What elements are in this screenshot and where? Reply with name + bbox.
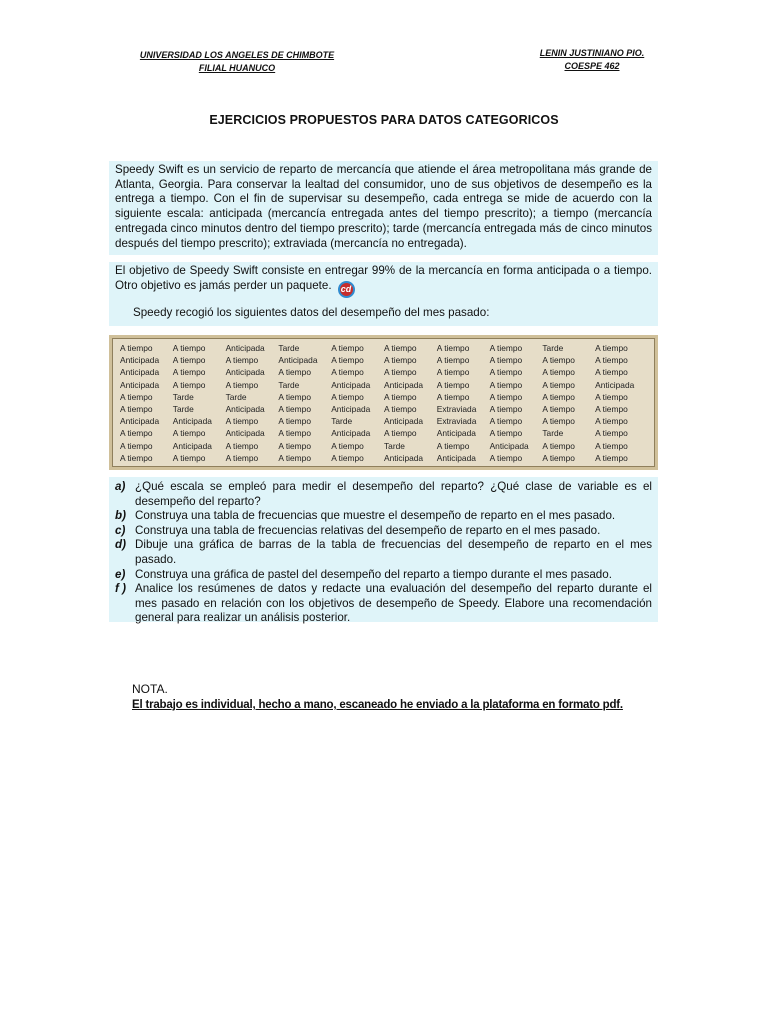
table-cell: Tarde xyxy=(278,379,300,390)
table-cell: A tiempo xyxy=(595,343,628,353)
table-cell: A tiempo xyxy=(595,452,628,463)
table-cell: A tiempo xyxy=(595,416,628,427)
table-row xyxy=(120,379,648,391)
table-cell: A tiempo xyxy=(278,428,311,439)
table-cell: A tiempo xyxy=(595,428,628,439)
table-cell: A tiempo xyxy=(383,404,417,415)
table-cell: Anticipada xyxy=(383,379,424,390)
table-cell: Extraviada xyxy=(436,416,477,427)
objective-text: El objetivo de Speedy Swift consiste en entregar 99% de la mercancía en forma anticipada o a tiempo. Otro objetivo es jamás perder un paquete. xyxy=(115,264,652,292)
questions-box xyxy=(109,477,658,625)
table-cell: Tarde xyxy=(172,391,194,402)
question-text: Construya una tabla de frecuencias relativas del desempeño de reparto en el mes pasado. xyxy=(135,523,601,537)
table-cell: A tiempo xyxy=(436,379,470,390)
table-cell: A tiempo xyxy=(383,428,417,439)
question-label: e) xyxy=(115,567,126,581)
table-cell: Anticipada xyxy=(383,452,424,463)
table-cell: A tiempo xyxy=(489,367,523,378)
table-cell: Tarde xyxy=(278,343,300,353)
question-text: Dibuje una gráfica de barras de la tabla de frecuencias del desempeño de reparto en el mes pasado. xyxy=(135,538,652,566)
table-cell: A tiempo xyxy=(542,440,575,451)
table-cell: A tiempo xyxy=(436,343,470,353)
author-code: COESPE 462 xyxy=(564,61,620,71)
table-cell: A tiempo xyxy=(278,452,311,463)
table-cell: Extraviada xyxy=(436,404,477,415)
table-cell: A tiempo xyxy=(542,355,575,366)
note-text: El trabajo es individual, hecho a mano, escaneado he enviado a la plataforma en formato pdf. xyxy=(132,699,623,711)
branch-name: FILIAL HUANUCO xyxy=(198,63,276,73)
table-cell: A tiempo xyxy=(489,428,523,439)
table-row xyxy=(120,427,648,439)
table-cell: Anticipada xyxy=(172,440,212,451)
question-item xyxy=(115,509,652,524)
author-name: LENIN JUSTINIANO PIO. xyxy=(539,48,645,58)
table-cell: Anticipada xyxy=(172,416,212,427)
table-cell: A tiempo xyxy=(172,343,206,353)
table-cell: A tiempo xyxy=(489,404,523,415)
table-cell: A tiempo xyxy=(542,452,575,463)
table-cell: A tiempo xyxy=(172,428,206,439)
table-cell: A tiempo xyxy=(595,391,628,402)
table-cell: Tarde xyxy=(383,440,405,451)
university-header xyxy=(130,49,344,75)
table-cell: A tiempo xyxy=(278,391,311,402)
table-cell: A tiempo xyxy=(225,440,259,451)
table-cell: A tiempo xyxy=(172,452,206,463)
table-cell: A tiempo xyxy=(331,440,364,451)
table-cell: Anticipada xyxy=(278,355,318,366)
table-cell: A tiempo xyxy=(225,355,259,366)
table-cell: A tiempo xyxy=(278,440,311,451)
objective-paragraph xyxy=(115,264,652,298)
data-intro: Speedy recogió los siguientes datos del desempeño del mes pasado: xyxy=(133,305,490,319)
question-label: f ) xyxy=(115,582,126,596)
question-text: Analice los resúmenes de datos y redacte una evaluación del desempeño del reparto durante el mes pasado en relación con los objetivos de desempeño de Speedy. Elabore una recomendación general para realizar un análisis posterior. xyxy=(135,582,652,625)
question-item xyxy=(115,524,652,539)
table-cell: A tiempo xyxy=(595,367,628,378)
table-cell: A tiempo xyxy=(542,391,575,402)
table-cell: Anticipada xyxy=(436,452,476,463)
author-header xyxy=(518,47,666,73)
question-label: a) xyxy=(115,480,126,493)
table-cell: A tiempo xyxy=(331,355,364,366)
question-item xyxy=(115,582,652,626)
question-item xyxy=(115,538,652,567)
table-cell: A tiempo xyxy=(595,404,628,415)
question-label: c) xyxy=(115,523,126,537)
table-cell: A tiempo xyxy=(120,440,153,451)
table-row xyxy=(120,342,648,354)
table-cell: A tiempo xyxy=(489,391,523,402)
table-row xyxy=(120,440,648,452)
table-cell: A tiempo xyxy=(225,379,259,390)
question-label: b) xyxy=(115,509,126,523)
page-title: EJERCICIOS PROPUESTOS PARA DATOS CATEGORICOS xyxy=(209,113,559,127)
table-cell: A tiempo xyxy=(489,355,523,366)
table-cell: A tiempo xyxy=(120,404,153,415)
table-cell: Anticipada xyxy=(120,379,160,390)
table-cell: A tiempo xyxy=(489,379,523,390)
table-cell: A tiempo xyxy=(489,452,523,463)
table-cell: A tiempo xyxy=(120,428,153,439)
table-cell: Anticipada xyxy=(225,367,265,378)
table-cell: Tarde xyxy=(172,404,194,415)
table-cell: Anticipada xyxy=(331,379,371,390)
table-row xyxy=(120,366,648,378)
table-cell: A tiempo xyxy=(595,355,628,366)
table-cell: A tiempo xyxy=(120,343,153,353)
table-cell: A tiempo xyxy=(489,343,523,353)
table-cell: A tiempo xyxy=(436,440,470,451)
question-label: d) xyxy=(115,538,126,552)
table-cell: A tiempo xyxy=(172,367,206,378)
table-cell: A tiempo xyxy=(595,440,628,451)
table-cell: Anticipada xyxy=(225,404,265,415)
table-cell: Anticipada xyxy=(331,404,371,415)
table-cell: Anticipada xyxy=(120,416,160,427)
table-cell: A tiempo xyxy=(383,343,417,353)
cd-icon: cd xyxy=(338,281,355,298)
table-cell: A tiempo xyxy=(489,416,523,427)
table-row xyxy=(120,415,648,427)
table-cell: Anticipada xyxy=(331,428,371,439)
question-text: ¿Qué escala se empleó para medir el desempeño del reparto? ¿Qué clase de variable es el desempeño del reparto? xyxy=(135,480,652,508)
table-cell: A tiempo xyxy=(331,452,364,463)
intro-paragraph: Speedy Swift es un servicio de reparto de mercancía que atiende el área metropolitana más grande de Atlanta, Georgia. Para conservar la lealtad del consumidor, uno de sus objetivos de desempeño es la entrega a tiempo. Con el fin de supervisar su desempeño, cada entrega se mide de acuerdo con la siguiente escala: anticipada (mercancía entregada antes del tiempo prescrito); a tiempo (mercancía entregada cinco minutos dentro del tiempo prescrito); tarde (mercancía entregada más de cinco minutos después del tiempo prescrito); extraviada (mercancía no entregada). xyxy=(115,163,652,250)
table-row xyxy=(120,452,648,464)
table-cell: Anticipada xyxy=(225,343,265,353)
table-row xyxy=(120,354,648,366)
table-cell: A tiempo xyxy=(383,367,417,378)
table-cell: A tiempo xyxy=(542,416,575,427)
question-item xyxy=(115,568,652,583)
data-table-panel xyxy=(112,338,655,467)
table-cell: Tarde xyxy=(542,428,564,439)
table-cell: Anticipada xyxy=(225,428,265,439)
table-cell: Tarde xyxy=(542,343,564,353)
question-text: Construya una gráfica de pastel del desempeño del reparto a tiempo durante el mes pasado. xyxy=(135,567,612,581)
table-cell: Anticipada xyxy=(383,416,424,427)
table-cell: A tiempo xyxy=(172,355,206,366)
table-cell: A tiempo xyxy=(278,416,311,427)
table-cell: A tiempo xyxy=(542,404,575,415)
table-cell: A tiempo xyxy=(383,355,417,366)
data-table-frame xyxy=(109,335,658,470)
intro-box xyxy=(109,161,658,255)
table-cell: A tiempo xyxy=(436,391,470,402)
table-cell: A tiempo xyxy=(225,416,259,427)
table-cell: Anticipada xyxy=(120,367,160,378)
table-cell: A tiempo xyxy=(542,367,575,378)
table-cell: A tiempo xyxy=(120,391,153,402)
table-row xyxy=(120,391,648,403)
table-cell: Tarde xyxy=(225,391,247,402)
objective-box xyxy=(109,262,658,326)
table-cell: A tiempo xyxy=(120,452,153,463)
table-cell: A tiempo xyxy=(278,404,311,415)
table-cell: Anticipada xyxy=(489,440,529,451)
data-table xyxy=(120,342,648,464)
table-row xyxy=(120,403,648,415)
table-cell: Anticipada xyxy=(436,428,476,439)
table-cell: Anticipada xyxy=(120,355,160,366)
note-label: NOTA. xyxy=(132,682,168,696)
table-cell: Anticipada xyxy=(595,379,635,390)
table-cell: A tiempo xyxy=(383,391,417,402)
table-cell: A tiempo xyxy=(436,355,470,366)
table-cell: A tiempo xyxy=(331,343,364,353)
table-cell: A tiempo xyxy=(331,391,364,402)
table-cell: Tarde xyxy=(331,416,353,427)
table-cell: A tiempo xyxy=(278,367,311,378)
question-text: Construya una tabla de frecuencias que muestre el desempeño de reparto en el mes pasado. xyxy=(135,509,616,523)
table-cell: A tiempo xyxy=(436,367,470,378)
table-cell: A tiempo xyxy=(225,452,259,463)
table-cell: A tiempo xyxy=(172,379,206,390)
table-cell: A tiempo xyxy=(542,379,575,390)
question-item xyxy=(115,480,652,509)
university-name: UNIVERSIDAD LOS ANGELES DE CHIMBOTE xyxy=(139,50,335,60)
table-cell: A tiempo xyxy=(331,367,364,378)
